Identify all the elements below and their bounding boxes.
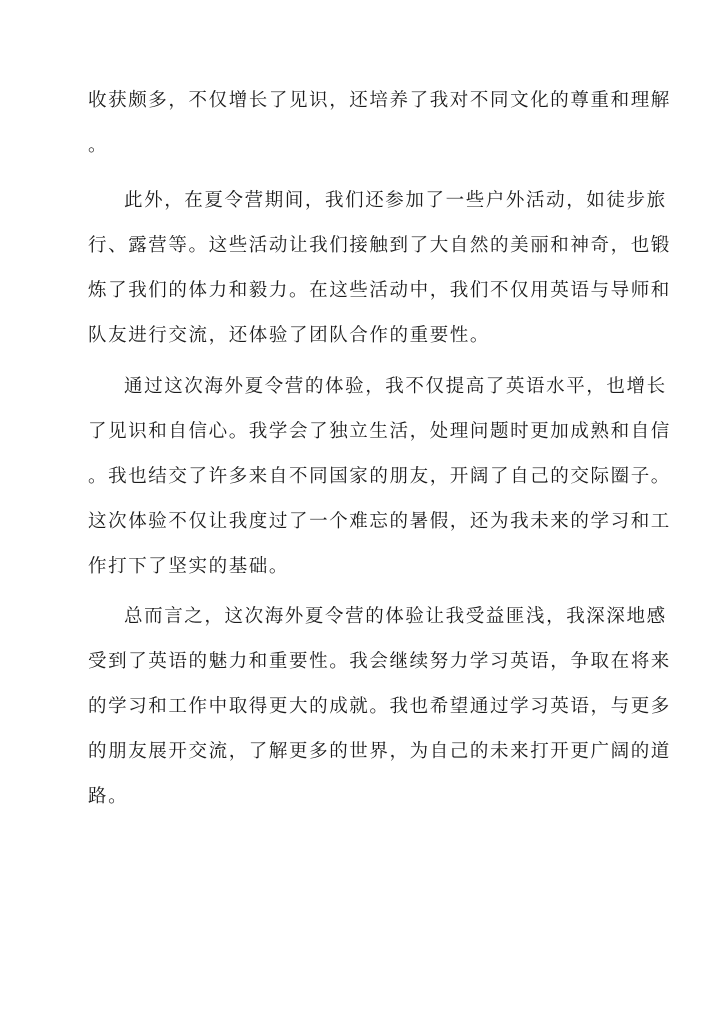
paragraph-outdoor-activities <box>88 178 671 358</box>
text-line: 的学习和工作中取得更大的成就。我也希望通过学习英语，与更多 <box>88 696 671 717</box>
text-line: 了见识和自信心。我学会了独立生活，处理问题时更加成熟和自信 <box>88 421 671 442</box>
text-line: 作打下了坚实的基础。 <box>88 556 290 577</box>
text-line: 队友进行交流，还体验了团队合作的重要性。 <box>88 325 491 346</box>
paragraph-continuation <box>88 78 671 168</box>
text-line: 。我也结交了许多来自不同国家的朋友，开阔了自己的交际圈子。 <box>88 466 671 487</box>
text-line: 通过这次海外夏令营的体验，我不仅提高了英语水平，也增长 <box>124 376 667 397</box>
text-line: 受到了英语的魅力和重要性。我会继续努力学习英语，争取在将来 <box>88 651 671 672</box>
text-line: 总而言之，这次海外夏令营的体验让我受益匪浅，我深深地感 <box>124 606 667 627</box>
text-line: 炼了我们的体力和毅力。在这些活动中，我们不仅用英语与导师和 <box>88 280 671 301</box>
text-line: 行、露营等。这些活动让我们接触到了大自然的美丽和神奇，也锻 <box>88 235 671 256</box>
text-line: 。 <box>88 135 109 156</box>
paragraph-experience-gains <box>88 364 671 589</box>
text-line: 路。 <box>88 786 129 807</box>
text-line: 此外，在夏令营期间，我们还参加了一些户外活动，如徒步旅 <box>124 190 667 211</box>
text-line: 的朋友展开交流，了解更多的世界，为自己的未来打开更广阔的道 <box>88 741 671 762</box>
paragraph-conclusion <box>88 594 671 819</box>
text-line: 这次体验不仅让我度过了一个难忘的暑假，还为我未来的学习和工 <box>88 511 671 532</box>
text-line: 收获颇多，不仅增长了见识，还培养了我对不同文化的尊重和理解 <box>88 90 671 111</box>
